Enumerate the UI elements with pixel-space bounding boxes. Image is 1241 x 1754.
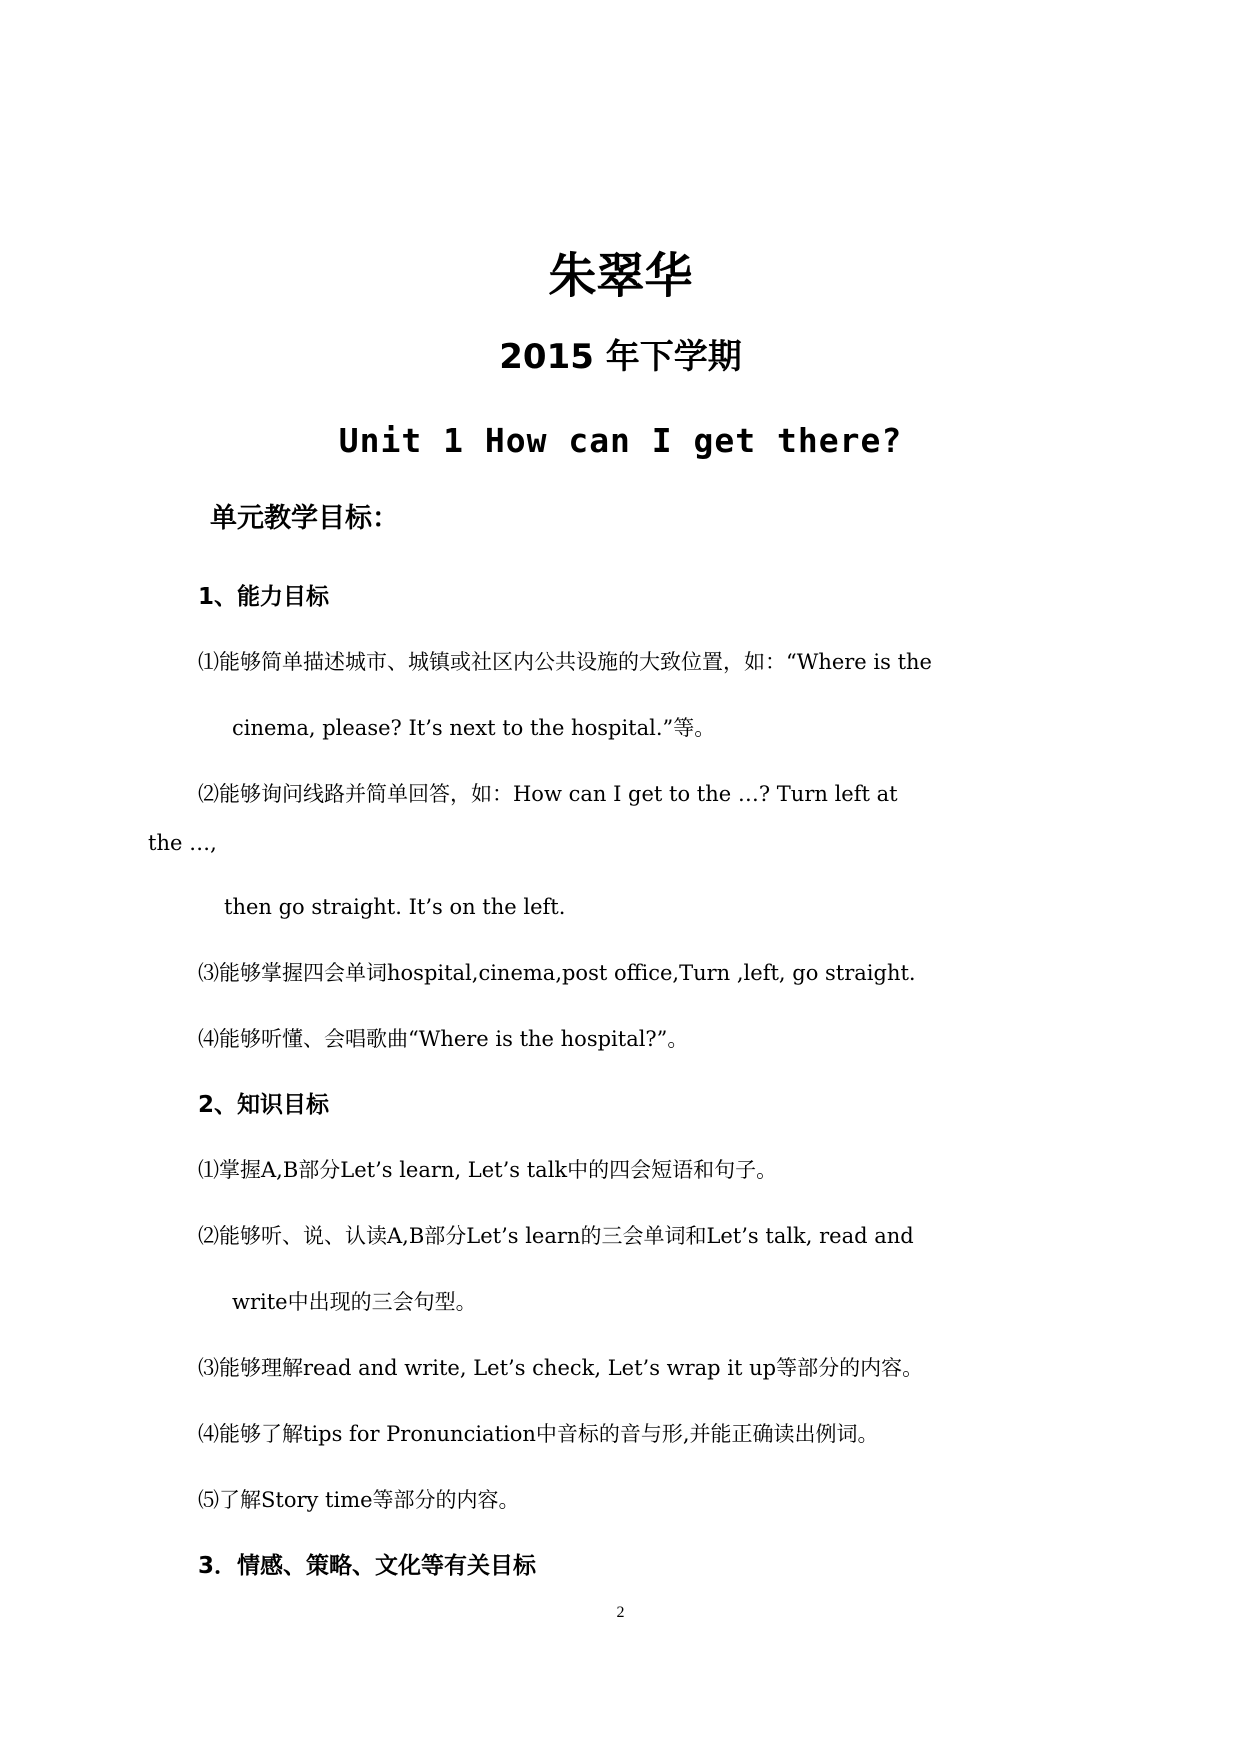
section-heading: 单元教学目标：	[210, 503, 399, 534]
knowledge-goal-3: ⑶能够理解read and write, Let’s check, Let’s wrap it up等部分的内容。	[198, 1356, 924, 1380]
ability-goal-1-line-1: ⑴能够简单描述城市、城镇或社区内公共设施的大致位置，如：“Where is the	[198, 650, 932, 674]
knowledge-goal-2-line-1: ⑵能够听、说、认读A,B部分Let’s learn的三会单词和Let’s talk, read and	[198, 1224, 914, 1248]
ability-goal-4: ⑷能够听懂、会唱歌曲“Where is the hospital?”。	[198, 1027, 689, 1051]
other-goals-heading: 3．情感、策略、文化等有关目标	[198, 1553, 537, 1579]
knowledge-goal-1: ⑴掌握A,B部分Let’s learn, Let’s talk中的四会短语和句子。	[198, 1158, 778, 1182]
ability-goal-2-line-1: ⑵能够询问线路并简单回答，如：How can I get to the …? Turn left at	[198, 782, 898, 806]
knowledge-goal-2-line-2: write中出现的三会句型。	[232, 1290, 477, 1314]
knowledge-goal-5: ⑸了解Story time等部分的内容。	[198, 1488, 520, 1512]
knowledge-goals-heading: 2、知识目标	[198, 1092, 330, 1118]
ability-goal-2-line-2: the …,	[148, 831, 217, 855]
author-name: 朱翠华	[548, 248, 693, 304]
ability-goal-1-line-2: cinema, please? It’s next to the hospital.”等。	[232, 716, 716, 740]
ability-goal-3: ⑶能够掌握四会单词hospital,cinema,post office,Turn ,left, go straight.	[198, 961, 916, 985]
ability-goal-2-line-3: then go straight. It’s on the left.	[224, 895, 566, 919]
page-number: 2	[616, 1604, 625, 1621]
unit-title: Unit 1 How can I get there?	[338, 421, 903, 460]
knowledge-goal-4: ⑷能够了解tips for Pronunciation中音标的音与形,并能正确读出例词。	[198, 1422, 879, 1446]
ability-goals-heading: 1、能力目标	[198, 584, 330, 610]
school-term: 2015 年下学期	[499, 337, 742, 377]
